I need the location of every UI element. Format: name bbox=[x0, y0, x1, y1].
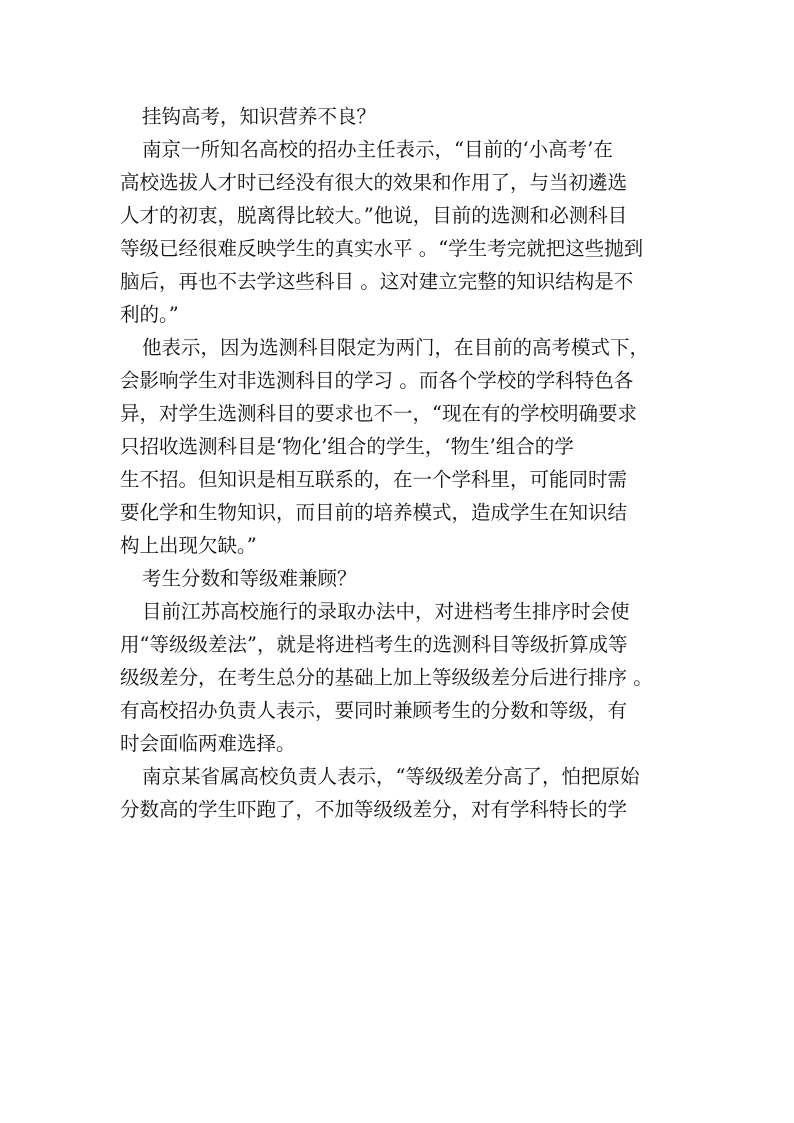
text-line: 挂钩高考，知识营养不良？ bbox=[142, 105, 377, 128]
text-line: 异，对学生选测科目的要求也不一，“现在有的学校明确要求 bbox=[120, 402, 637, 425]
text-line: 有高校招办负责人表示，要同时兼顾考生的分数和等级，有 bbox=[120, 699, 628, 722]
text-line: 他表示，因为选测科目限定为两门，在目前的高考模式下， bbox=[142, 336, 650, 359]
text-line: 南京一所知名高校的招办主任表示，“目前的‘小高考’在 bbox=[142, 138, 613, 161]
section-heading-1 bbox=[120, 100, 673, 133]
paragraph-admissions-director bbox=[120, 133, 673, 331]
paragraph-grade-difference-method bbox=[120, 595, 673, 760]
document-body bbox=[120, 100, 673, 826]
text-line: 时会面临两难选择。 bbox=[120, 732, 296, 755]
text-line: 只招收选测科目是‘物化’组合的学生，‘物生’组合的学 bbox=[120, 435, 574, 458]
text-line: 会影响学生对非选测科目的学习 。而各个学校的学科特色各 bbox=[120, 369, 634, 392]
text-line: 利的。” bbox=[120, 303, 179, 326]
text-line: 级级差分，在考生总分的基础上加上等级级差分后进行排序 。 bbox=[120, 666, 653, 689]
text-line: 等级已经很难反映学生的真实水平 。“学生考完就把这些抛到 bbox=[120, 237, 644, 260]
text-line: 构上出现欠缺。” bbox=[120, 534, 257, 557]
text-line: 分数高的学生吓跑了，不加等级级差分，对有学科特长的学 bbox=[120, 798, 628, 821]
text-line: 用“等级级差法”，就是将进档考生的选测科目等级折算成等 bbox=[120, 633, 628, 656]
section-heading-2 bbox=[120, 562, 673, 595]
paragraph-subject-selection bbox=[120, 331, 673, 562]
paragraph-provincial-university bbox=[120, 760, 673, 826]
text-line: 人才的初衷，脱离得比较大。”他说，目前的选测和必测科目 bbox=[120, 204, 628, 227]
text-line: 脑后，再也不去学这些科目 。这对建立完整的知识结构是不 bbox=[120, 270, 634, 293]
text-line: 生不招。但知识是相互联系的，在一个学科里，可能同时需 bbox=[120, 468, 628, 491]
text-line: 目前江苏高校施行的录取办法中，对进档考生排序时会使 bbox=[142, 600, 630, 623]
text-line: 高校选拔人才时已经没有很大的效果和作用了，与当初遴选 bbox=[120, 171, 628, 194]
text-line: 南京某省属高校负责人表示，“等级级差分高了，怕把原始 bbox=[142, 765, 640, 788]
text-line: 考生分数和等级难兼顾？ bbox=[142, 567, 357, 590]
text-line: 要化学和生物知识，而目前的培养模式，造成学生在知识结 bbox=[120, 501, 628, 524]
